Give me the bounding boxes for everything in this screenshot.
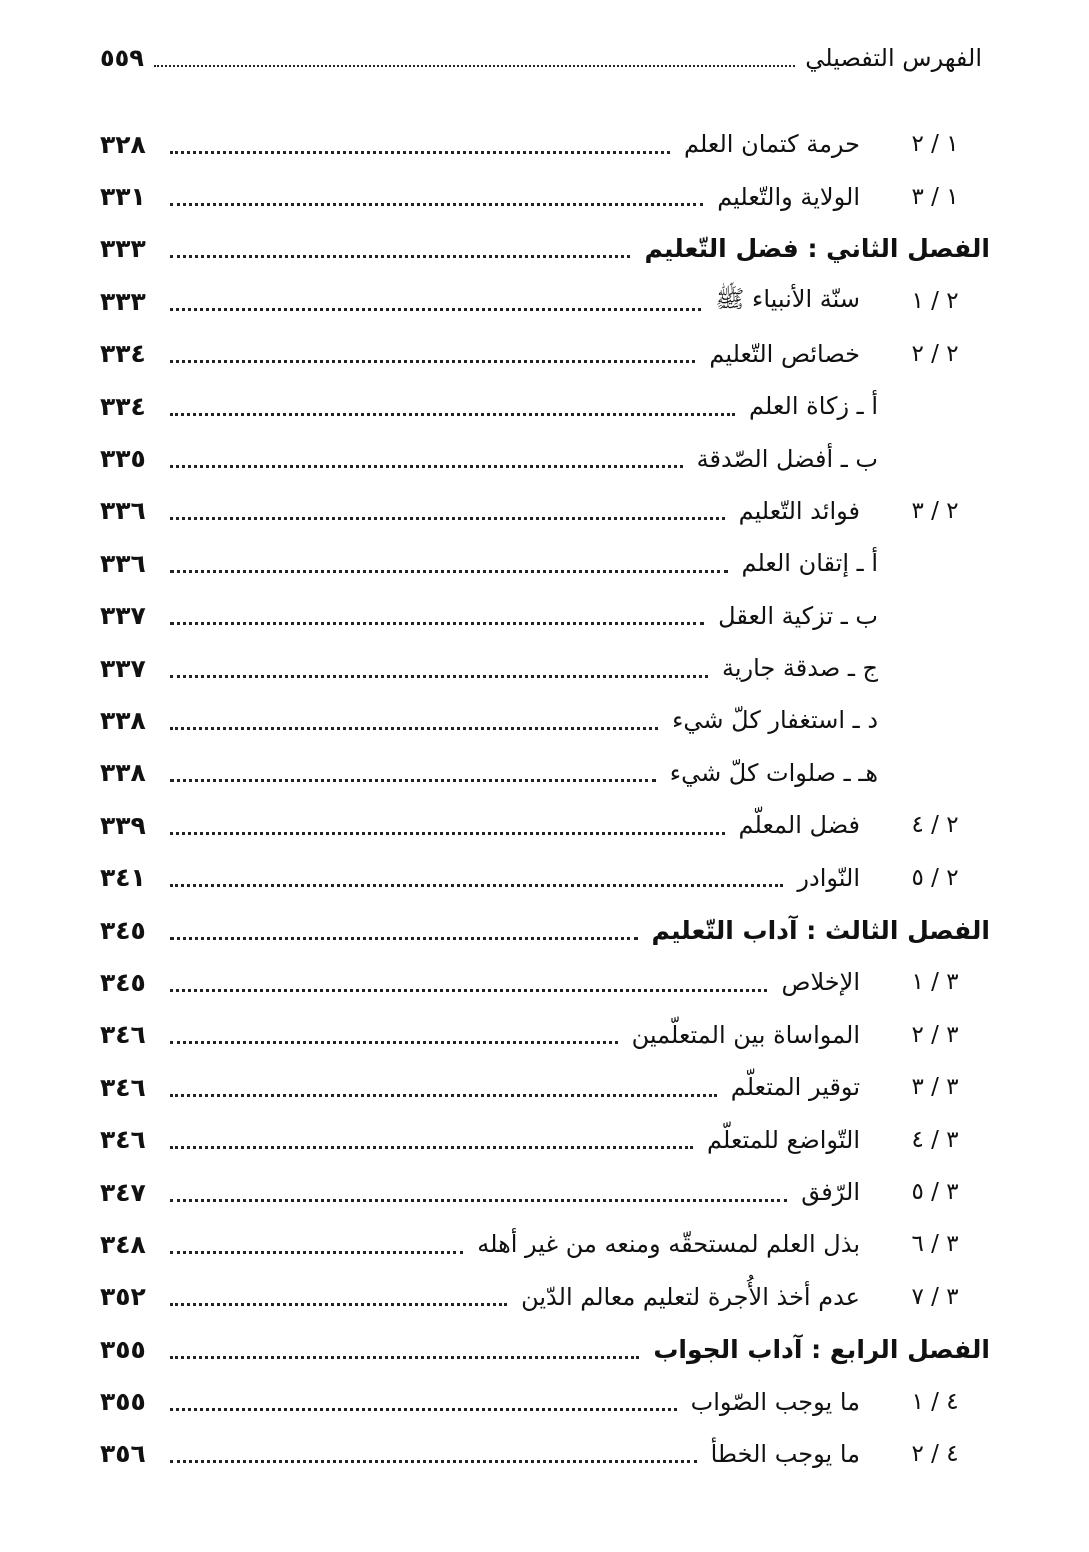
toc-section-number: ٣ / ٣ bbox=[911, 1074, 959, 1101]
running-header bbox=[100, 38, 982, 78]
toc-page-number: ٣٣٤ bbox=[100, 391, 146, 421]
toc-page-number: ٣٥٦ bbox=[100, 1439, 146, 1469]
toc-entry-title: فوائد التّعليم bbox=[738, 496, 860, 525]
toc-item-row bbox=[100, 170, 990, 222]
toc-item-row bbox=[100, 328, 990, 380]
toc-leader-dots bbox=[170, 1356, 639, 1359]
toc-page-number: ٣٣٣ bbox=[100, 234, 146, 264]
toc-entry-title: أ ـ زكاة العلم bbox=[749, 392, 878, 421]
toc-item-row bbox=[100, 1061, 990, 1113]
toc-section-number: ٣ / ٥ bbox=[911, 1179, 959, 1205]
toc-section-number: ١ / ٢ bbox=[911, 131, 959, 158]
toc-entry-title: هـ ـ صلوات كلّ شيء bbox=[669, 758, 878, 787]
toc-section-number: ٣ / ٦ bbox=[911, 1231, 959, 1258]
toc-entry-title: الفصل الثاني : فضل التّعليم bbox=[644, 234, 990, 264]
toc-section-number: ٢ / ٣ bbox=[911, 497, 959, 524]
toc-entry-title: الولاية والتّعليم bbox=[717, 182, 860, 211]
toc-page-number: ٣٣٩ bbox=[100, 810, 146, 840]
toc-leader-dots bbox=[170, 989, 767, 992]
toc-entry-title: خصائص التّعليم bbox=[709, 339, 860, 368]
toc-leader-dots bbox=[170, 1303, 507, 1306]
toc-entry-title: الفصل الثالث : آداب التّعليم bbox=[651, 915, 990, 945]
toc-item-row bbox=[100, 1271, 990, 1323]
toc-entry-title: ج ـ صدقة جارية bbox=[721, 654, 878, 683]
toc-page-number: ٣٣٤ bbox=[100, 339, 146, 369]
toc-entry-title: النّوادر bbox=[797, 863, 860, 892]
toc-leader-dots bbox=[170, 1199, 787, 1202]
toc-item-row bbox=[100, 1428, 990, 1480]
toc-page-number: ٣٤٥ bbox=[100, 967, 146, 997]
toc-page-number: ٣٤٦ bbox=[100, 1020, 146, 1050]
toc-section-number: ٢ / ٤ bbox=[911, 812, 959, 839]
toc-section-number: ١ / ٣ bbox=[911, 183, 959, 210]
toc-entry-title: عدم أخذ الأُجرة لتعليم معالم الدّين bbox=[521, 1282, 860, 1311]
toc-leader-dots bbox=[170, 622, 704, 625]
toc-page-number: ٣٤٦ bbox=[100, 1072, 146, 1102]
toc-item-row bbox=[100, 851, 990, 903]
toc-leader-dots bbox=[170, 727, 658, 730]
toc-subitem-row bbox=[100, 432, 990, 484]
toc-entry-title: الفصل الرابع : آداب الجواب bbox=[653, 1334, 990, 1364]
toc-leader-dots bbox=[170, 203, 703, 206]
toc-entry-title: المواساة بين المتعلّمين bbox=[631, 1020, 860, 1049]
toc-page-number: ٣٥٢ bbox=[100, 1282, 146, 1312]
toc-section-number: ٣ / ١ bbox=[911, 969, 959, 996]
toc-page-number: ٣٣٨ bbox=[100, 705, 146, 735]
table-of-contents bbox=[100, 118, 990, 1480]
toc-page-number: ٣٢٨ bbox=[100, 129, 146, 159]
toc-leader-dots bbox=[170, 1041, 618, 1044]
toc-leader-dots bbox=[170, 360, 695, 363]
toc-section-number: ٢ / ١ bbox=[911, 288, 959, 315]
toc-page-number: ٣٣٧ bbox=[100, 653, 146, 683]
toc-leader-dots bbox=[170, 779, 656, 782]
toc-chapter-row bbox=[100, 904, 990, 956]
header-page-number: ٥٥٩ bbox=[100, 44, 144, 72]
toc-entry-title: حرمة كتمان العلم bbox=[683, 130, 860, 159]
toc-leader-dots bbox=[170, 937, 638, 940]
toc-item-row bbox=[100, 956, 990, 1008]
toc-item-row bbox=[100, 799, 990, 851]
toc-entry-title: ما يوجب الخطأ bbox=[710, 1439, 860, 1468]
toc-leader-dots bbox=[170, 151, 670, 154]
toc-leader-dots bbox=[170, 1408, 677, 1411]
toc-page-number: ٣٥٥ bbox=[100, 1387, 146, 1417]
toc-item-row bbox=[100, 275, 990, 327]
toc-page-number: ٣٣٦ bbox=[100, 496, 146, 526]
toc-section-number: ٤ / ١ bbox=[911, 1388, 959, 1415]
toc-leader-dots bbox=[170, 1094, 717, 1097]
toc-subitem-row bbox=[100, 590, 990, 642]
toc-entry-title: ب ـ أفضل الصّدقة bbox=[696, 444, 878, 473]
toc-subitem-row bbox=[100, 642, 990, 694]
toc-entry-title: فضل المعلّم bbox=[738, 811, 860, 840]
toc-item-row bbox=[100, 1113, 990, 1165]
toc-section-number: ٣ / ٧ bbox=[911, 1283, 959, 1310]
toc-subitem-row bbox=[100, 537, 990, 589]
toc-page-number: ٣٣٦ bbox=[100, 548, 146, 578]
toc-entry-title: بذل العلم لمستحقّه ومنعه من غير أهله bbox=[477, 1230, 860, 1259]
toc-item-row bbox=[100, 1166, 990, 1218]
toc-leader-dots bbox=[170, 570, 728, 573]
toc-leader-dots bbox=[170, 1146, 693, 1149]
toc-chapter-row bbox=[100, 223, 990, 275]
header-title: الفهرس التفصيلي bbox=[805, 44, 982, 72]
toc-leader-dots bbox=[170, 517, 725, 520]
toc-entry-title: الإخلاص bbox=[781, 968, 860, 997]
toc-entry-title: د ـ استغفار كلّ شيء bbox=[672, 706, 878, 735]
toc-item-row bbox=[100, 1218, 990, 1270]
toc-section-number: ٣ / ٢ bbox=[911, 1021, 959, 1048]
toc-leader-dots bbox=[170, 465, 683, 468]
toc-page-number: ٣٤٥ bbox=[100, 915, 146, 945]
toc-leader-dots bbox=[170, 884, 783, 887]
toc-page-number: ٣٣٨ bbox=[100, 758, 146, 788]
toc-page-number: ٣٤٦ bbox=[100, 1125, 146, 1155]
toc-page-number: ٣٣٣ bbox=[100, 286, 146, 316]
toc-entry-title: سنّة الأنبياء ﷺ bbox=[715, 284, 860, 313]
toc-subitem-row bbox=[100, 694, 990, 746]
toc-page-number: ٣٣٥ bbox=[100, 444, 146, 474]
toc-page-number: ٣٣١ bbox=[100, 182, 146, 212]
toc-item-row bbox=[100, 118, 990, 170]
toc-page-number: ٣٤٧ bbox=[100, 1177, 146, 1207]
toc-leader-dots bbox=[170, 413, 735, 416]
toc-page-number: ٣٣٧ bbox=[100, 601, 146, 631]
toc-leader-dots bbox=[170, 832, 725, 835]
toc-entry-title: ما يوجب الصّواب bbox=[690, 1387, 860, 1416]
toc-leader-dots bbox=[170, 308, 701, 311]
toc-chapter-row bbox=[100, 1323, 990, 1375]
toc-subitem-row bbox=[100, 747, 990, 799]
toc-leader-dots bbox=[170, 1460, 697, 1463]
toc-entry-title: أ ـ إتقان العلم bbox=[741, 549, 878, 578]
toc-leader-dots bbox=[170, 675, 708, 678]
toc-entry-title: الرّفق bbox=[801, 1178, 860, 1206]
toc-entry-title: التّواضع للمتعلّم bbox=[707, 1125, 860, 1154]
toc-entry-title: توقير المتعلّم bbox=[730, 1073, 860, 1102]
toc-page-number: ٣٥٥ bbox=[100, 1334, 146, 1364]
toc-section-number: ٤ / ٢ bbox=[911, 1440, 959, 1467]
toc-subitem-row bbox=[100, 380, 990, 432]
toc-item-row bbox=[100, 485, 990, 537]
toc-page-number: ٣٤٨ bbox=[100, 1229, 146, 1259]
toc-page-number: ٣٤١ bbox=[100, 863, 146, 893]
toc-leader-dots bbox=[170, 255, 630, 258]
header-leader-dots bbox=[154, 65, 795, 67]
toc-leader-dots bbox=[170, 1251, 463, 1254]
toc-section-number: ٢ / ٢ bbox=[911, 340, 959, 367]
toc-item-row bbox=[100, 1009, 990, 1061]
toc-section-number: ٢ / ٥ bbox=[911, 864, 959, 891]
toc-entry-title: ب ـ تزكية العقل bbox=[718, 601, 878, 630]
toc-item-row bbox=[100, 1375, 990, 1427]
toc-section-number: ٣ / ٤ bbox=[911, 1126, 959, 1153]
